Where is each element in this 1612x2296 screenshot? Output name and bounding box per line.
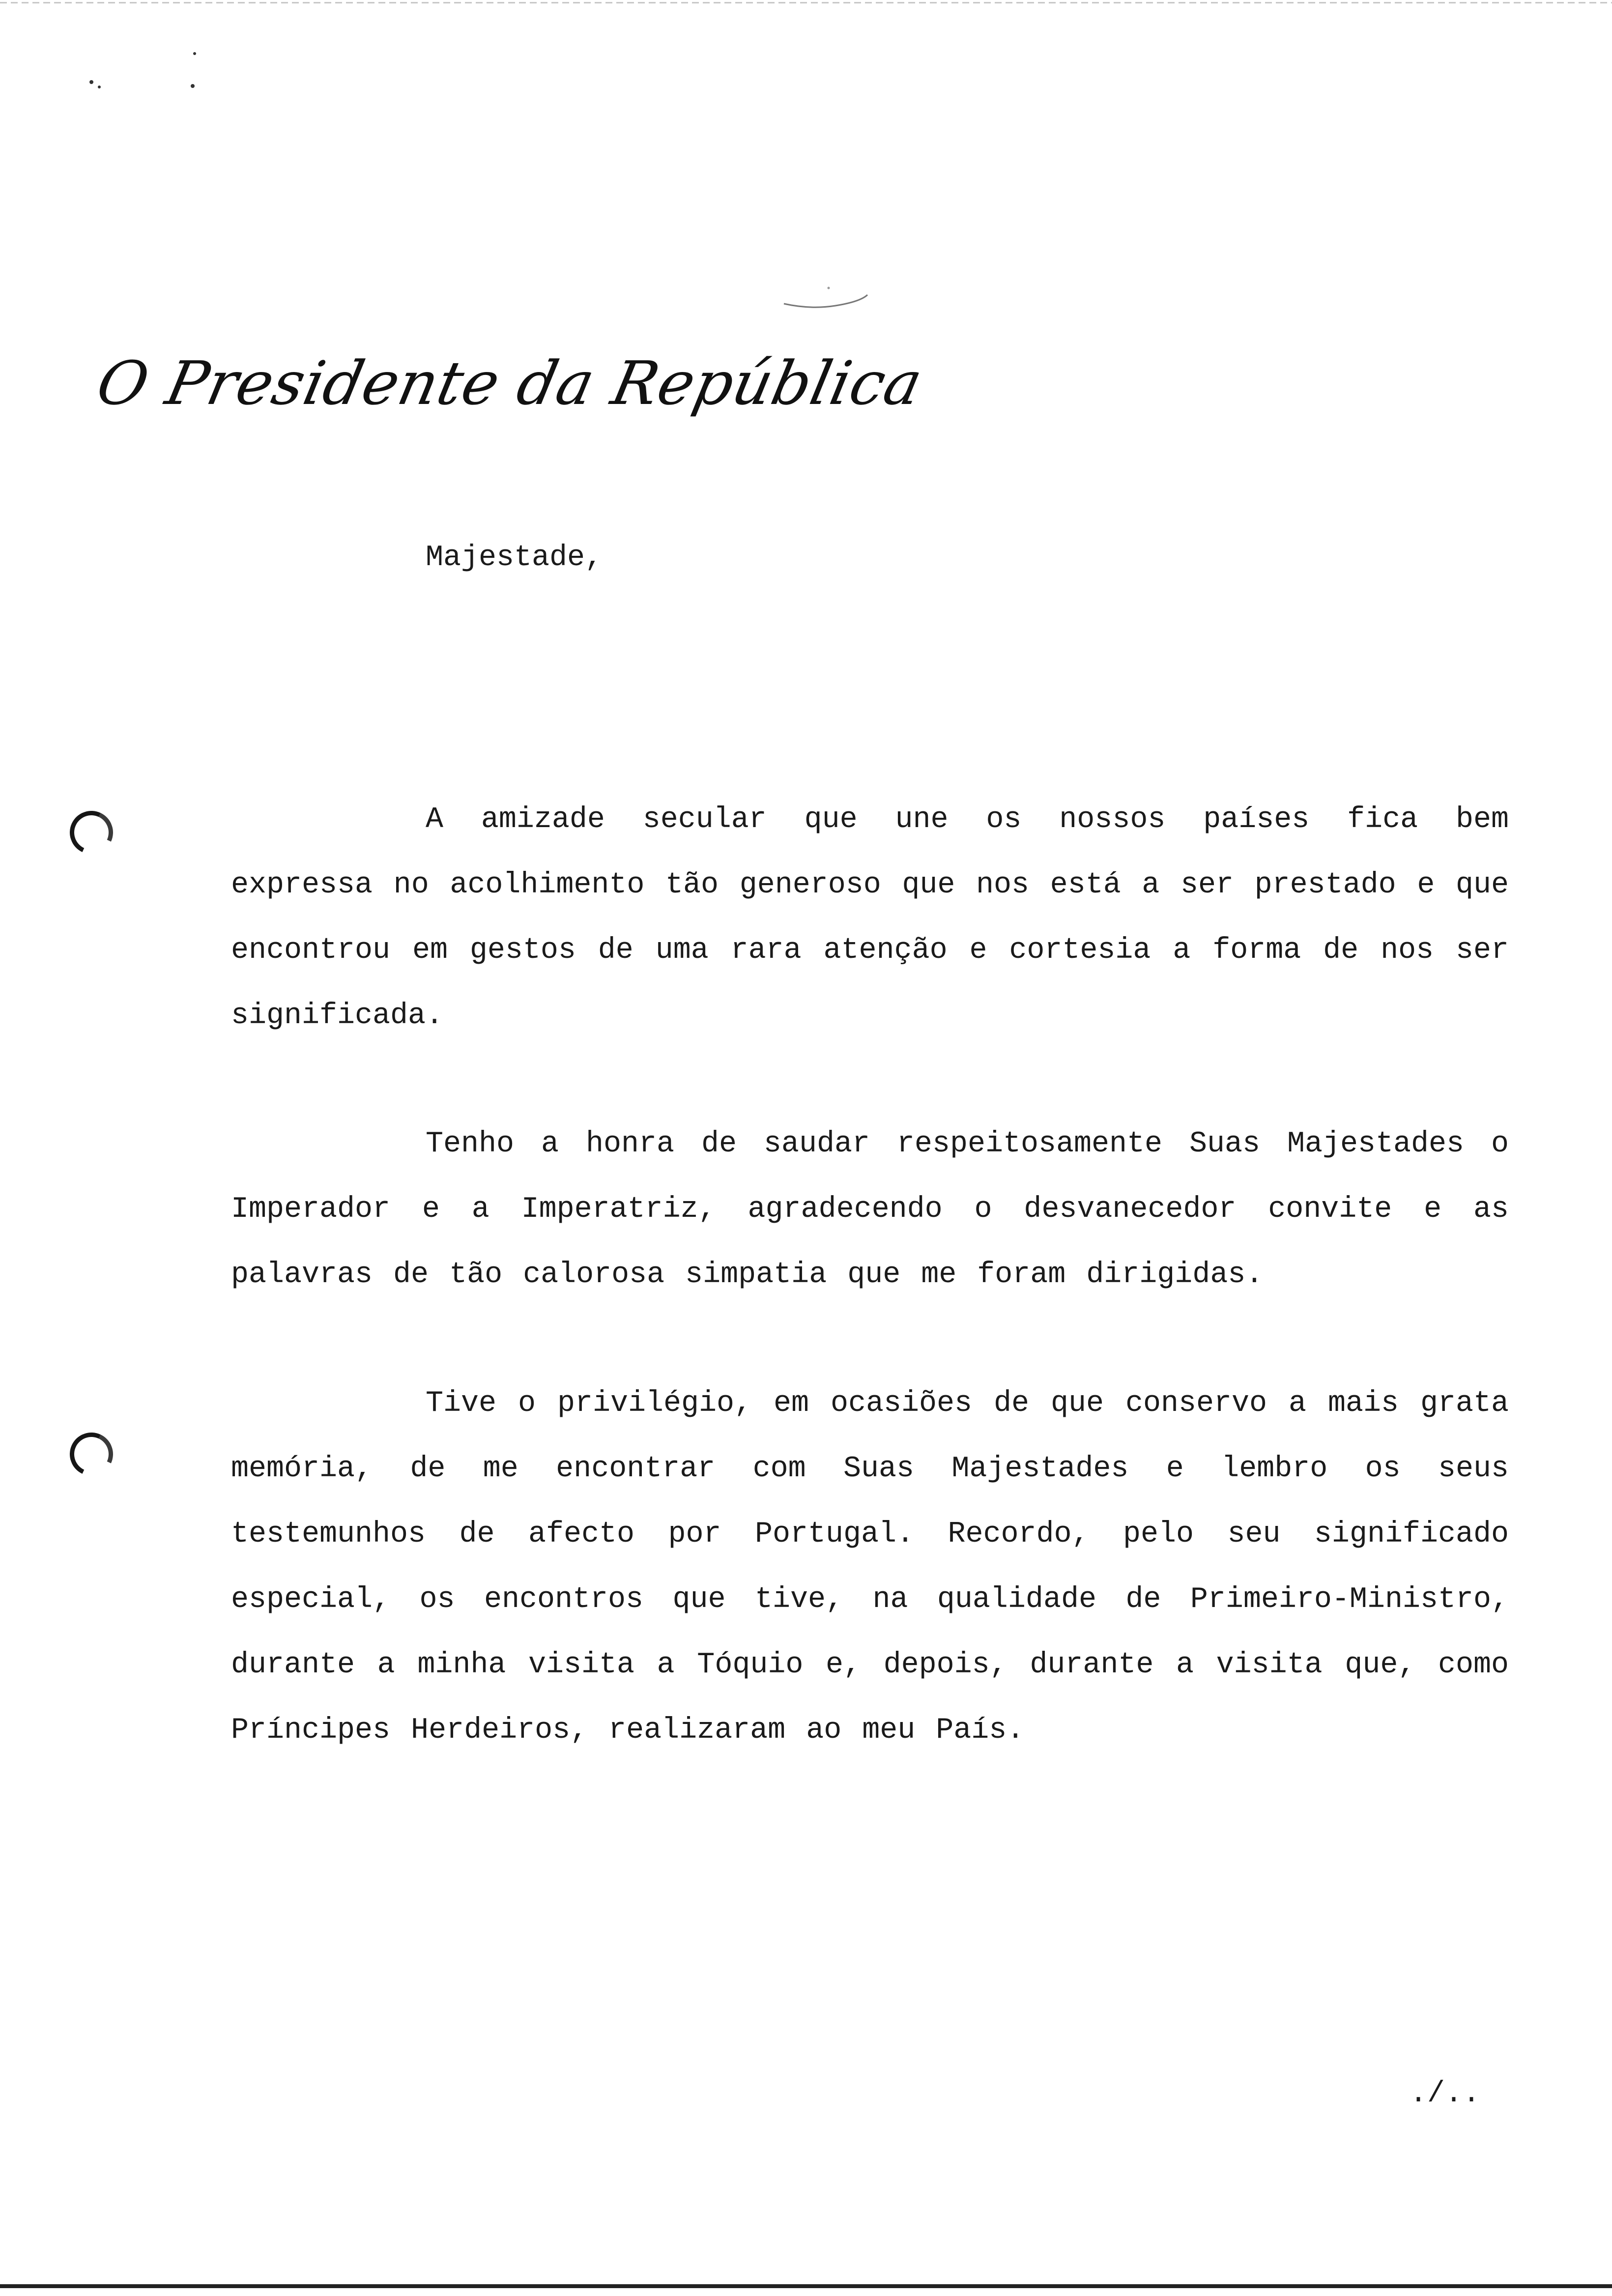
punch-hole-bottom [64, 1427, 119, 1482]
scan-top-edge [0, 2, 1612, 3]
scan-mark [781, 285, 870, 315]
scan-specks [84, 47, 211, 101]
paragraph-text: A amizade secular que une os nossos países fica bem expressa no acolhimento tão generoso que nos está a ser prestado e que encontrou em gestos de uma rara atenção e cortesia a forma de nos ser significada. [231, 803, 1509, 1033]
continuation-marker: ./.. [1410, 2077, 1481, 2111]
paragraph-1 [231, 787, 1509, 1049]
paragraph-2 [231, 1112, 1509, 1308]
paragraph-text: Tive o privilégio, em ocasiões de que conservo a mais grata memória, de me encontrar com Suas Majestades e lembro os seus testemunhos de afecto por Portugal. Recordo, pelo seu significado especial, os encontros que tive, na qualidade de Primeiro-Ministro, durante a minha visita a Tóquio e, depois, durante a visita que, como Príncipes Herdeiros, realizaram ao meu País. [231, 1387, 1509, 1747]
letterhead [90, 339, 929, 428]
salutation: Majestade, [426, 541, 603, 574]
letterhead-title: O Presidente da República [90, 348, 929, 418]
paragraph-3 [231, 1371, 1509, 1763]
punch-hole-top [64, 805, 119, 861]
paragraph-text: Tenho a honra de saudar respeitosamente Suas Majestades o Imperador e a Imperatriz, agradecendo o desvanecedor convite e as palavras de tão calorosa simpatia que me foram dirigidas. [231, 1127, 1509, 1292]
scan-bottom-edge [0, 2284, 1612, 2288]
